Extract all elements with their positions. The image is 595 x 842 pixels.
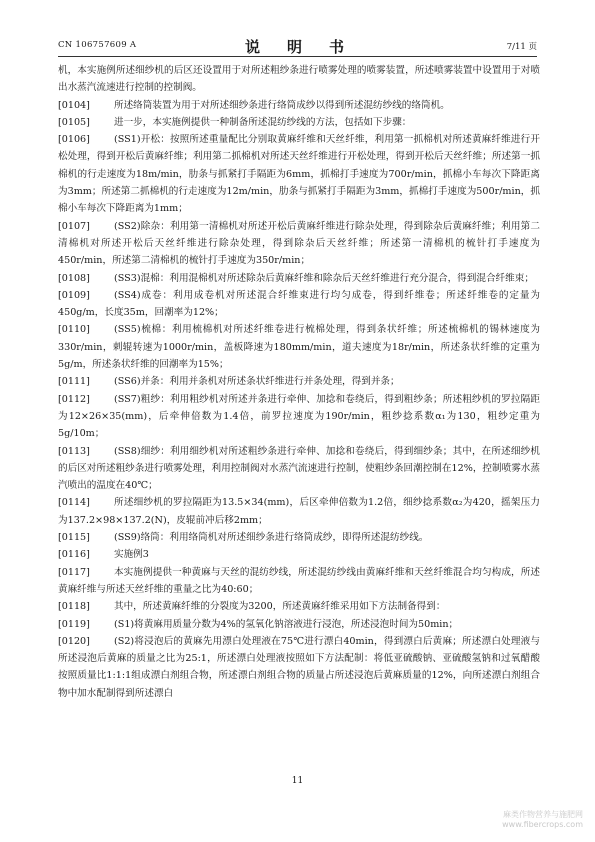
paragraph-text: 本实施例提供一种黄麻与天丝的混纺纱线，所述混纺纱线由黄麻纤维和天丝纤维混合均匀构成，所述黄麻纤维与所述天丝纤维的重量之比为40:60；: [58, 566, 540, 595]
paragraph-0115: [58, 529, 540, 546]
paragraph-text: 所述细纱机的罗拉隔距为13.5×34(mm)，后区牵伸倍数为1.2倍，细纱捻系数α₂为420，摇架压力为137.2×98×137.2(N)，皮辊前冲后移2mm；: [58, 497, 540, 526]
paragraph-0106: [58, 131, 540, 217]
paragraph-text: 进一步，本实施例提供一种制备所述混纺纱线的方法，包括如下步骤：: [114, 116, 412, 128]
paragraph-0117: [58, 564, 540, 599]
page-title: 说 明 书: [244, 38, 350, 56]
paragraph-number: [0119]: [58, 618, 90, 630]
paragraph-number: [0114]: [58, 497, 90, 509]
paragraph-number: [0113]: [58, 445, 90, 457]
paragraph-number: [0107]: [58, 220, 90, 232]
paragraph-number: [0115]: [58, 532, 90, 544]
paragraph-text: (SS3)混棉：利用混棉机对所述除杂后黄麻纤维和除杂后天丝纤维进行充分混合，得到混合纤维束；: [114, 272, 534, 284]
paragraph-0118: [58, 598, 540, 615]
paragraph-0111: [58, 373, 540, 390]
paragraph-0108: [58, 270, 540, 287]
paragraph-0104: [58, 97, 540, 114]
paragraph-text: 机，本实施例所述细纱机的后区还设置用于对所述粗纱条进行喷雾处理的喷雾装置，所述喷雾装置中设置用于对喷出水蒸汽流速进行控制的控制阀。: [58, 65, 540, 94]
section-heading: 实施例3: [114, 549, 149, 561]
paragraph-0112: [58, 391, 540, 443]
paragraph-text: (S2)将浸泡后的黄麻先用漂白处理液在75℃进行漂白40min，得到漂白后黄麻；所述漂白处理液与所述浸泡后黄麻的质量之比为25:1，所述漂白处理液按照如下方法配制：将低亚硫酸钠、亚硫酸氢钠和过氧醋酸按照质量比1:1:1组成漂白剂组合物，所述漂白剂组合物的质量占所述浸泡后黄麻质量的12%，向所述漂白剂组合物中加水配制得到所述漂白: [58, 635, 540, 699]
paragraph-number: [0108]: [58, 272, 90, 284]
paragraph-0119: [58, 616, 540, 633]
header-divider: [58, 56, 537, 57]
paragraph-number: [0106]: [58, 134, 90, 146]
paragraph-0113: [58, 443, 540, 495]
paragraph-text: (SS2)除杂：利用第一清棉机对所述开松后黄麻纤维进行除杂处理，得到除杂后黄麻纤维；利用第二清棉机对所述开松后天丝纤维进行除杂处理，得到除杂后天丝纤维；所述第一清棉机的梳针打手速度为450r/min，所述第二清棉机的梳针打手速度为350r/min；: [58, 220, 540, 267]
patent-number: CN 106757609 A: [58, 40, 137, 50]
paragraph-0120: [58, 633, 540, 702]
paragraph-number: [0109]: [58, 289, 90, 301]
paragraph-text: (SS8)细纱：利用细纱机对所述粗纱条进行牵伸、加捻和卷绕后，得到细纱条；其中，在所述细纱机的后区对所述粗纱条进行喷雾处理，利用控制阀对水蒸汽流速进行控制，使粗纱条回潮控制在12%，控制喷雾水蒸汽喷出的温度在40℃；: [58, 445, 540, 492]
paragraph-text: (SS5)梳棉：利用梳棉机对所述纤维卷进行梳棉处理，得到条状纤维；所述梳棉机的锡林速度为330r/min，刺辊转速为1000r/min，盖板降速为180mm/min，道夫速度为18r/min，所述条状纤维的定重为5g/m，所述条状纤维的回潮率为15%；: [58, 324, 540, 371]
paragraph-number: [0118]: [58, 601, 90, 613]
description-body: [58, 62, 540, 702]
paragraph-text: (SS7)粗纱：利用粗纱机对所述并条进行牵伸、加捻和卷绕后，得到粗纱条；所述粗纱机的罗拉隔距为12×26×35(mm)，后牵伸倍数为1.4倍，前罗拉速度为190r/min，粗纱捻系数α₁为130，粗纱定重为5g/10m；: [58, 393, 540, 440]
paragraph-0107: [58, 218, 540, 270]
paragraph-text: 所述络筒装置为用于对所述细纱条进行络筒成纱以得到所述混纺纱线的络筒机。: [114, 99, 450, 111]
paragraph-text: (SS4)成卷：利用成卷机对所述混合纤维束进行均匀成卷，得到纤维卷；所述纤维卷的定量为450g/m，长度35m，回潮率为12%；: [58, 289, 540, 319]
page-number: 11: [291, 776, 304, 786]
paragraph-text: (S1)将黄麻用质量分数为4%的氢氧化钠溶液进行浸泡，所述浸泡时间为50min；: [114, 618, 459, 630]
paragraph-number: [0111]: [58, 376, 90, 388]
paragraph-text: (SS6)并条：利用并条机对所述条状纤维进行并条处理，得到并条；: [114, 376, 400, 388]
watermark-url: www.fibercrops.com: [502, 820, 583, 829]
paragraph-0110: [58, 321, 540, 373]
watermark-site-name: 麻类作物营养与施肥网: [503, 810, 583, 819]
paragraph-number: [0105]: [58, 116, 90, 128]
paragraph-number: [0110]: [58, 324, 90, 336]
page-indicator: 7/11 页: [506, 42, 537, 52]
page-header: [58, 36, 537, 56]
paragraph-0114: [58, 494, 540, 529]
paragraph-text: (SS9)络筒：利用络筒机对所述细纱条进行络筒成纱，即得所述混纺纱线。: [114, 532, 429, 544]
paragraph-number: [0117]: [58, 566, 90, 578]
paragraph-number: [0104]: [58, 99, 90, 111]
paragraph-text: (SS1)开松：按照所述重量配比分别取黄麻纤维和天丝纤维，利用第一抓棉机对所述黄麻纤维进行开松处理，得到开松后黄麻纤维；利用第二抓棉机对所述天丝纤维进行开松处理，得到开松后天丝纤维；所述第一抓棉机的行走速度为18m/min，肋条与抓紧打手隔距为6mm，抓棉打手速度为700r/min，抓棉小车每次下降距离为3mm；所述第二抓棉机的行走速度为12m/min，肋条与抓紧打手隔距为3mm，抓棉打手速度为500r/min，抓棉小车每次下降距离为1mm；: [58, 134, 540, 215]
paragraph-number: [0112]: [58, 393, 90, 405]
paragraph-continuation: [58, 62, 540, 97]
paragraph-number: [0116]: [58, 549, 90, 561]
paragraph-0116: [58, 546, 540, 563]
paragraph-text: 其中，所述黄麻纤维的分裂度为3200，所述黄麻纤维采用如下方法制备得到：: [114, 601, 446, 613]
paragraph-0109: [58, 287, 540, 322]
paragraph-number: [0120]: [58, 635, 90, 647]
watermark: [502, 810, 583, 830]
paragraph-0105: [58, 114, 540, 131]
